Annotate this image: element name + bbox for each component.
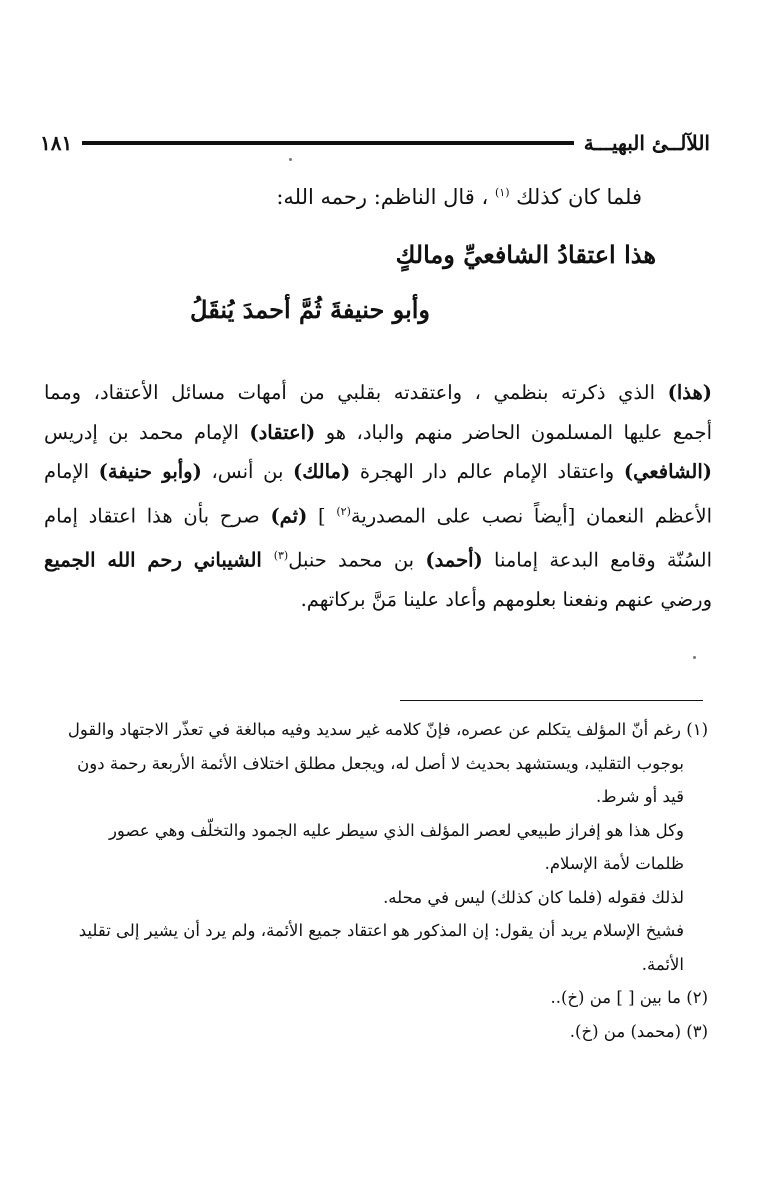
- page-header: [40, 126, 710, 160]
- header-rule: [82, 141, 573, 145]
- footnote-1-line: لذلك فقوله (فلما كان كذلك) ليس في محله.: [383, 887, 684, 907]
- verse-line-2: وأبو حنيفةَ ثُمَّ أحمدَ يُنقَلُ: [190, 295, 430, 324]
- footnote-1-line: (١) رغم أنّ المؤلف يتكلم عن عصره، فإنّ كلامه غير سديد وفيه مبالغة في تعذّر الاجتهاد والقول: [67, 720, 708, 739]
- footnote-2: (٢) ما بين [ ] من (خ)..: [550, 988, 708, 1007]
- footnote-ref-2: (٢): [336, 504, 351, 518]
- footnote-1-line: وكل هذا هو إفراز طبيعي لعصر المؤلف الذي سيطر عليه الجمود والتخلّف وهي عصور: [108, 820, 684, 840]
- footnote-ref-1: (١): [494, 186, 510, 199]
- paragraph-line: (الشافعي) واعتقاد الإمام عالم دار الهجرة (مالك) بن أنس، (وأبو حنيفة) الإمام: [44, 460, 712, 483]
- footnote-1-line: ظلمات لأمة الإسلام.: [544, 854, 684, 873]
- footnote-1-line: بوجوب التقليد، ويستشهد بحديث لا أصل له، ويجعل مطلق اختلاف الأئمة الأربعة رحمة دون: [77, 753, 684, 773]
- paragraph-line: الأعظم النعمان [أيضاً نصب على المصدرية$^{(٢)}$ ] (ثم) صرح بأن هذا اعتقاد إمام: [44, 504, 712, 527]
- paragraph-line: السُنّة وقامع البدعة إمامنا (أحمد) بن محمد حنبل$^{(٣)}$ الشيباني رحم الله الجميع: [44, 548, 712, 571]
- verse-line-1: هذا اعتقادُ الشافعيِّ ومالكٍ: [395, 240, 656, 269]
- footnote-1-line: فشيخ الإسلام يريد أن يقول: إن المذكور هو اعتقاد جميع الأئمة، ولم يرد أن يشير إلى تقليد: [78, 921, 684, 940]
- footnote-3: (٣) (محمد) من (خ).: [569, 1021, 708, 1041]
- footnote-ref-3: (٣): [273, 548, 289, 562]
- footnote-1-line: الأئمة.: [641, 954, 684, 974]
- paragraph-line: ورضي عنهم ونفعنا بعلومهم وأعاد علينا مَنَّ بركاتهم.: [300, 587, 712, 611]
- footnote-1-line: قيد أو شرط.: [595, 787, 684, 806]
- intro-line: فلما كان كذلك $^{(١)}$ ، قال الناظم: رحمه الله:: [276, 185, 642, 209]
- paragraph-line: (هذا) الذي ذكرته بنظمي ، واعتقدته بقلبي من أمهات مسائل الأعتقاد، ومما: [44, 381, 712, 404]
- footnotes: [60, 713, 708, 1048]
- footnote-separator: [400, 700, 703, 701]
- page-number: ١٨١: [40, 131, 73, 155]
- speck: [693, 656, 696, 659]
- speck: [289, 158, 292, 161]
- paragraph-line: أجمع عليها المسلمون الحاضر منهم والباد، هو (اعتقاد) الإمام محمد بن إدريس: [44, 420, 712, 444]
- running-title: اللآلــئ البهيـــة: [583, 131, 710, 155]
- commentary-paragraph: [44, 373, 712, 619]
